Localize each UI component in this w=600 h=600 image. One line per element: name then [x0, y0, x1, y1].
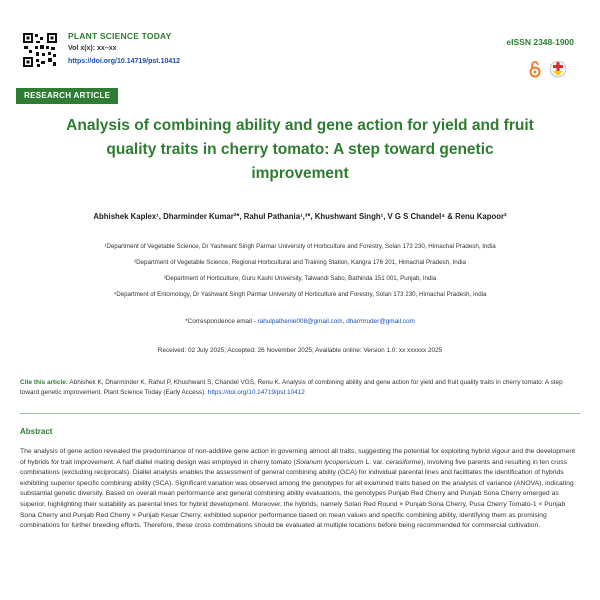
doi-link[interactable]: https://doi.org/10.14719/pst.10412 [68, 58, 181, 65]
title-line: Analysis of combining ability and gene action for yield and fruit [66, 117, 534, 134]
abstract-part: L. var. [363, 458, 386, 466]
volume-info: Vol x(x): xx–xx [68, 45, 117, 52]
cite-doi-link[interactable]: https://doi.org/10.14719/pst.10412 [207, 389, 305, 396]
email-separator: , [342, 318, 347, 325]
title-line: quality traits in cherry tomato: A step toward genetic [106, 141, 494, 158]
article-title [30, 114, 570, 186]
variety-name: cerasiforme [385, 458, 422, 466]
crossmark-icon[interactable] [548, 60, 568, 78]
author-list: Abhishek Kaplex¹, Dharminder Kumar²*, Rahul Pathania¹,³*, Khushwant Singh¹, V G S Chandel⁴ & Renu Kapoor² [93, 212, 507, 221]
citation-block [20, 378, 580, 398]
journal-name: PLANT SCIENCE TODAY [68, 31, 172, 41]
open-access-icon[interactable] [528, 60, 542, 78]
correspondence-label: *Correspondence email - [185, 318, 258, 325]
divider [20, 413, 580, 414]
email-link[interactable]: dharmruder@gmail.com [346, 318, 415, 325]
eissn: eISSN 2348-1900 [506, 37, 574, 47]
abstract-part: ), involving five parents and resulting in ten cross combinations (excluding reciprocals). Diallel analysis enables the assessment of general combining ability (GCA) for individual parental lines and facilitates the identification of hybrids exhibiting superior specific combining ability (SCA). Significant variation was observed among the genotypes for all examined traits based on the analysis of variance (ANOVA), indicating substantial genetic diversity. Based on overall mean performance and general combining ability evaluations, the genotypes Punjab Red Cherry and Punjab Sona Cherry emerged as superior, highlighting their suitability as parental lines for hybrid development. Moreover, the hybrids, namely Solan Red Round × Punjab Sona Cherry, Pusa Cherry Tomato-1 × Punjab Sona Cherry and Punjab Red Cherry × Punjab Kesar Cherry, exhibited superior performance based on mean values and specific combining ability, identifying them as promising combinations for further breeding efforts. Therefore, these cross combinations should be evaluated at multiple locations before being recommended for commercial cultivation. [20, 458, 574, 530]
cite-text: Abhishek K, Dharminder K, Rahul P, Khushwant S, Chandel VGS, Renu K. Analysis of combining ability and gene action for yield and fruit quality traits in cherry tomato: A step toward genetic improvement. Plant Science Today (Early Access). [20, 379, 563, 396]
email-link[interactable]: rahulpathenie008@gmail.com [257, 318, 343, 325]
species-name: Solanum lycopersicum [295, 458, 364, 466]
title-line: improvement [251, 165, 349, 182]
affiliation: ¹Department of Vegetable Science, Dr Yashwant Singh Parmar University of Horticulture and Forestry, Solan 173 230, Himachal Pradesh, India [104, 243, 496, 250]
cite-label: Cite this article: [20, 379, 68, 386]
abstract-heading: Abstract [20, 427, 53, 436]
affiliation: ²Department of Vegetable Science, Regional Horticultural and Training Station, Kangra 176 201, Himachal Pradesh, India [134, 259, 466, 266]
correspondence [20, 318, 580, 325]
abstract-part: The analysis of gene action revealed the predominance of non-additive gene action in governing almost all traits, suggesting the potential for exploiting hybrid vigour and the development of hybrids for trait improvement. A half diallel mating design was employed in cherry tomato ( [20, 448, 575, 466]
qr-code-icon [22, 32, 58, 68]
affiliation: ³Department of Horticulture, Guru Kashi University, Talwandi Sabo, Bathinda 151 001, Punjab, India [163, 275, 437, 282]
abstract-text [20, 447, 576, 532]
article-type-badge: RESEARCH ARTICLE [16, 88, 118, 104]
article-dates: Received: 02 July 2025; Accepted: 26 November 2025; Available online: Version 1.0: xx xxxxxx 2025 [157, 347, 443, 354]
affiliation: ⁴Department of Entomology, Dr Yashwant Singh Parmar University of Horticulture and Forestry, Solan 173 230, Himachal Pradesh, India [113, 291, 487, 298]
